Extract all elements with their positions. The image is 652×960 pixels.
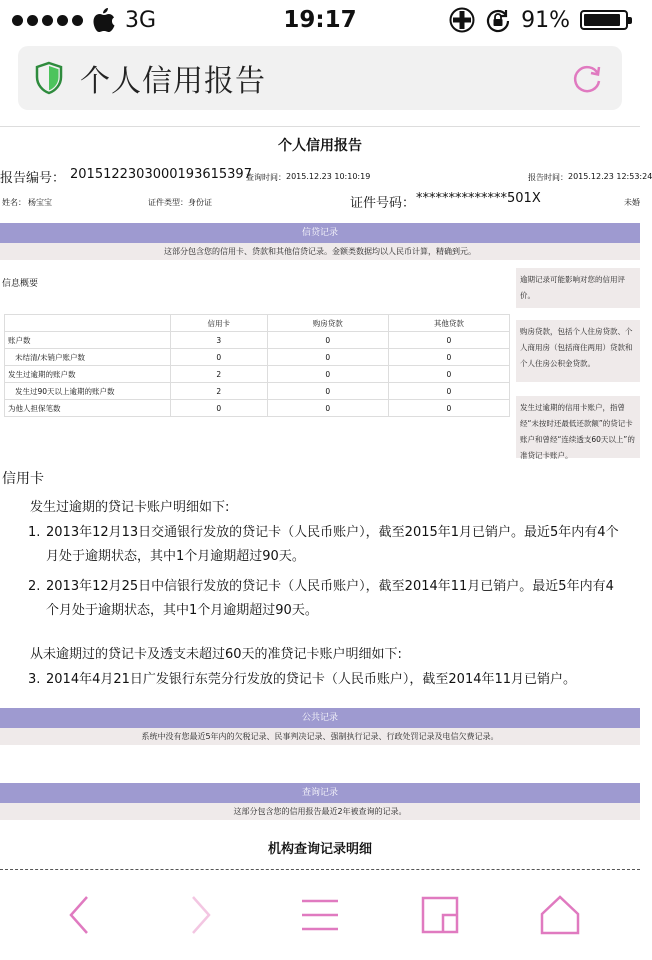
report-no-label: 报告编号： (0, 171, 66, 186)
overview-title: 信息概要 (2, 279, 39, 289)
apple-icon (93, 7, 115, 33)
item-number: 3. (28, 672, 41, 687)
overdue-heading: 发生过逾期的贷记卡账户明细如下: (30, 500, 230, 515)
menu-icon (300, 897, 340, 933)
report-content[interactable] (0, 126, 652, 857)
battery-level (584, 14, 620, 26)
table-cell: 其他贷款 (388, 315, 509, 332)
carrier-label: 3G (125, 7, 157, 33)
name-value: 杨宝宝 (28, 198, 52, 207)
table-cell: 0 (171, 400, 268, 417)
back-icon (65, 893, 95, 937)
home-button[interactable] (525, 885, 595, 945)
item-text: 2014年4月21日广发银行东莞分行发放的贷记卡（人民币账户），截至2014年11月已销户。 (46, 672, 577, 687)
forward-icon (185, 893, 215, 937)
query-time-label: 查询时间： (246, 173, 286, 182)
person-meta-row (0, 189, 640, 211)
table-row (5, 383, 510, 400)
name-label: 姓名： (2, 198, 26, 207)
home-icon (539, 894, 581, 936)
item-number: 2. (28, 579, 41, 594)
menu-button[interactable] (285, 885, 355, 945)
query-time: 2015.12.23 10:10:19 (286, 172, 371, 181)
table-cell: 0 (267, 349, 388, 366)
table-cell: 0 (171, 349, 268, 366)
report-title: 个人信用报告 (278, 138, 362, 154)
table-cell (5, 315, 171, 332)
table-cell: 0 (388, 332, 509, 349)
overview-table (4, 314, 510, 417)
id-type-value: 身份证 (188, 198, 212, 207)
credit-record-desc: 这部分包含您的信用卡、贷款和其他信贷记录。金额类数据均以人民币计算，精确到元。 (0, 243, 640, 260)
table-cell: 发生过90天以上逾期的账户数 (5, 383, 171, 400)
tabs-button[interactable] (405, 885, 475, 945)
query-record-desc: 这部分包含您的信用报告最近2年被查询的记录。 (0, 803, 640, 820)
table-cell: 0 (267, 383, 388, 400)
overview-note: 购房贷款，包括个人住房贷款、个人商用房（包括商住两用）贷款和个人住房公积金贷款。 (516, 320, 640, 382)
table-header-row (5, 315, 510, 332)
id-no-label: 证件号码： (350, 196, 416, 211)
signal-dots-icon (12, 15, 83, 26)
list-item (16, 575, 626, 623)
query-record-band: 查询记录 (0, 783, 640, 803)
clock: 19:17 (283, 7, 357, 33)
report-time-label: 报告时间： (528, 173, 568, 182)
table-cell: 购房贷款 (267, 315, 388, 332)
status-bar (0, 0, 640, 40)
query-detail-title: 机构查询记录明细 (267, 842, 372, 857)
credit-record-band: 信贷记录 (0, 223, 640, 243)
id-no-value: **************501X (416, 191, 541, 206)
public-record-desc: 系统中没有您最近5年内的欠税记录、民事判决记录、强制执行记录、行政处罚记录及电信欠费记录。 (0, 728, 640, 745)
battery-icon (580, 10, 628, 30)
id-type-label: 证件类型： (148, 198, 188, 207)
report-time: 2015.12.23 12:53:24 (568, 172, 652, 181)
rotation-lock-icon (485, 7, 511, 33)
back-button[interactable] (45, 885, 115, 945)
table-cell: 0 (388, 383, 509, 400)
page-title: 个人信用报告 (80, 64, 266, 99)
public-record-band: 公共记录 (0, 708, 640, 728)
report-meta-row (0, 163, 652, 186)
info-overview (0, 260, 640, 460)
table-cell: 0 (267, 332, 388, 349)
table-row (5, 332, 510, 349)
table-row (5, 366, 510, 383)
table-cell: 0 (388, 349, 509, 366)
battery-percent: 91% (521, 7, 570, 33)
list-item (16, 668, 626, 692)
reload-icon[interactable] (570, 62, 604, 96)
report-no: 2015122303000193615397 (70, 167, 252, 182)
marital-status: 未婚 (624, 198, 640, 207)
item-number: 1. (28, 525, 41, 540)
table-cell: 发生过逾期的账户数 (5, 366, 171, 383)
overview-note: 发生过逾期的信用卡账户，指曾经“未按时还最低还款额”的贷记卡账户和曾经“连续透支60天以上”的准贷记卡账户。 (516, 396, 640, 458)
shield-icon (34, 61, 64, 95)
table-cell: 未结清/未销户账户数 (5, 349, 171, 366)
table-cell: 信用卡 (171, 315, 268, 332)
table-cell: 0 (388, 400, 509, 417)
location-icon (449, 7, 475, 33)
bottom-toolbar (0, 870, 640, 960)
table-row (5, 349, 510, 366)
address-bar[interactable] (18, 46, 622, 110)
forward-button[interactable] (165, 885, 235, 945)
overview-note: 逾期记录可能影响对您的信用评价。 (516, 268, 640, 308)
table-cell: 0 (267, 400, 388, 417)
table-row (5, 400, 510, 417)
table-cell: 0 (267, 366, 388, 383)
table-cell: 2 (171, 366, 268, 383)
table-cell: 2 (171, 383, 268, 400)
item-text: 2013年12月25日中信银行发放的贷记卡（人民币账户），截至2014年11月已销户。最近5年内有4个月处于逾期状态，其中1个月逾期超过90天。 (46, 579, 614, 618)
list-item (16, 521, 626, 569)
credit-card-heading: 信用卡 (2, 471, 44, 487)
normal-heading: 从未逾期过的贷记卡及透支未超过60天的准贷记卡账户明细如下: (30, 647, 402, 662)
table-cell: 0 (388, 366, 509, 383)
table-cell: 为他人担保笔数 (5, 400, 171, 417)
table-cell: 3 (171, 332, 268, 349)
item-text: 2013年12月13日交通银行发放的贷记卡（人民币账户），截至2015年1月已销户。最近5年内有4个月处于逾期状态，其中1个月逾期超过90天。 (46, 525, 619, 564)
table-cell: 账户数 (5, 332, 171, 349)
tabs-icon (420, 895, 460, 935)
